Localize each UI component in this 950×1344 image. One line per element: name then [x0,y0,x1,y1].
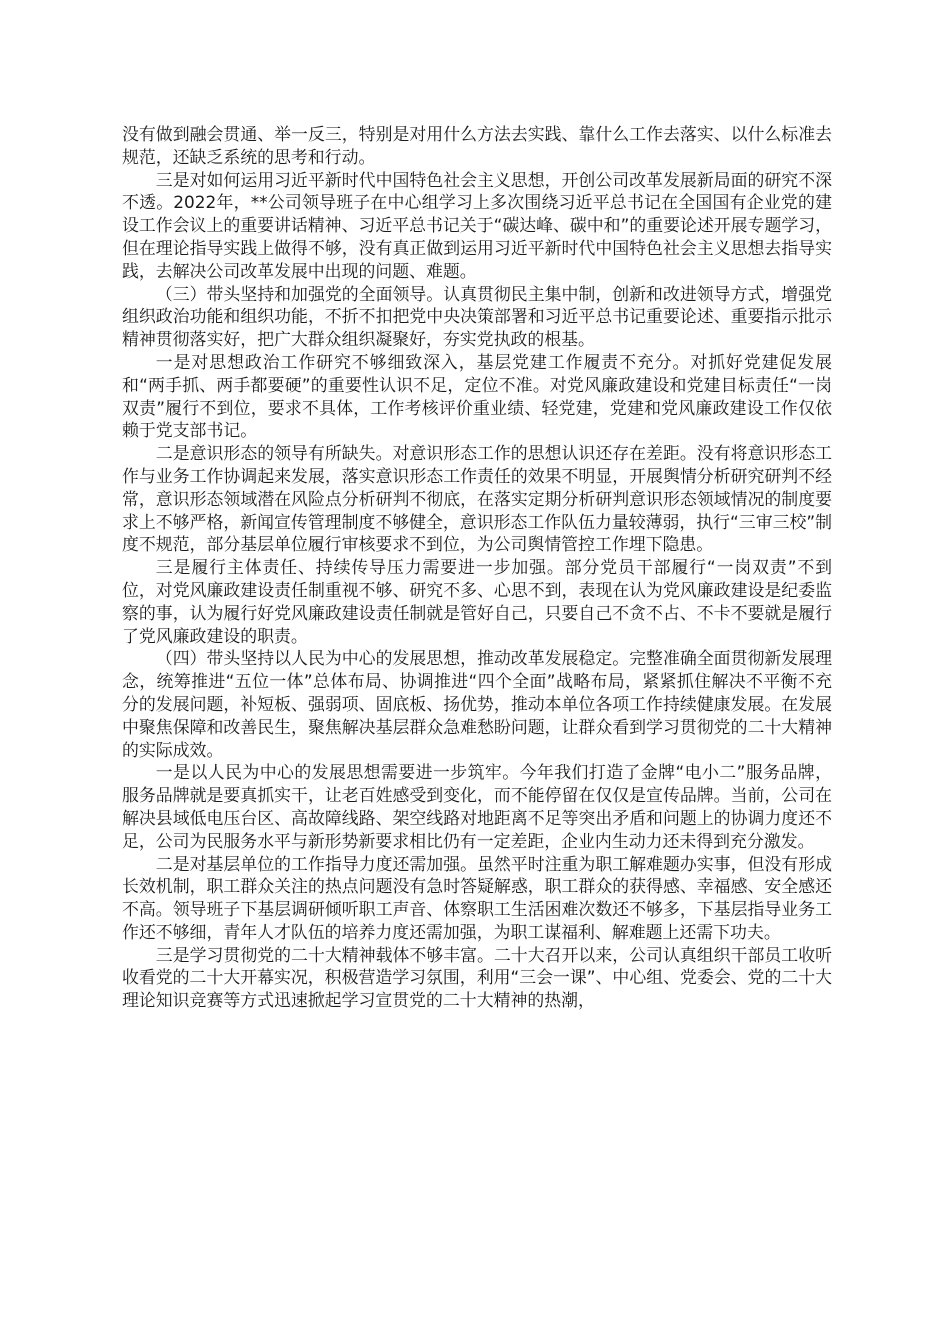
paragraph: 二是对基层单位的工作指导力度还需加强。虽然平时注重为职工解难题办实事，但没有形成长效机制，职工群众关注的热点问题没有急时答疑解惑，职工群众的获得感、幸福感、安全感还不高。领导班子下基层调研倾听职工声音、体察职工生活困难次数还不够多，下基层指导业务工作还不够细，青年人才队伍的培养力度还需加强，为职工谋福利、解难题上还需下功夫。 [122,853,832,942]
paragraph: 一是对思想政治工作研究不够细致深入，基层党建工作履责不充分。对抓好党建促发展和“两手抓、两手都要硬”的重要性认识不足，定位不准。对党风廉政建设和党建目标责任“一岗双责”履行不到位，要求不具体，工作考核评价重业绩、轻党建，党建和党风廉政建设工作仅依赖于党支部书记。 [122,351,832,441]
section-heading-4: （四）带头坚持以人民为中心的发展思想，推动改革发展稳定。完整准确全面贯彻新发展理念，统筹推进“五位一体”总体布局、协调推进“四个全面”战略布局，紧紧抓住解决不平衡不充分的发展问题，补短板、强弱项、固底板、扬优势，推动本单位各项工作持续健康发展。在发展中聚焦保障和改善民生，聚焦解决基层群众急难愁盼问题，让群众看到学习贯彻党的二十大精神的实际成效。 [122,648,832,760]
paragraph: 一是以人民为中心的发展思想需要进一步筑牢。今年我们打造了金牌“电小二”服务品牌，服务品牌就是要真抓实干，让老百姓感受到变化，而不能停留在仅仅是宣传品牌。当前，公司在解决县域低电压台区、高故障线路、架空线路对地距离不足等突出矛盾和问题上的协调力度还不足，公司为民服务水平与新形势新要求相比仍有一定差距，企业内生动力还未得到充分激发。 [122,762,832,851]
paragraph: 三是对如何运用习近平新时代中国特色社会主义思想，开创公司改革发展新局面的研究不深不透。2022年，**公司领导班子在中心组学习上多次围绕习近平总书记在全国国有企业党的建设工作会议上的重要讲话精神、习近平总书记关于“碳达峰、碳中和”的重要论述开展专题学习，但在理论指导实践上做得不够，没有真正做到运用习近平新时代中国特色社会主义思想去指导实践，去解决公司改革发展中出现的问题、难题。 [122,169,833,281]
document-body [122,123,832,1012]
paragraph-continuation: 没有做到融会贯通、举一反三，特别是对用什么方法去实践、靠什么工作去落实、以什么标准去规范，还缺乏系统的思考和行动。 [122,124,832,167]
paragraph: 三是学习贯彻党的二十大精神载体不够丰富。二十大召开以来，公司认真组织干部员工收听收看党的二十大开幕实况，积极营造学习氛围，利用“三会一课”、中心组、党委会、党的二十大理论知识竞赛等方式迅速掀起学习宣贯党的二十大精神的热潮， [122,944,833,1011]
paragraph: 三是履行主体责任、持续传导压力需要进一步加强。部分党员干部履行“一岗双责”不到位，对党风廉政建设责任制重视不够、研究不多、心思不到，表现在认为党风廉政建设是纪委监察的事，认为履行好党风廉政建设责任制就是管好自己，只要自己不贪不占、不卡不要就是履行了党风廉政建设的职责。 [122,557,832,646]
paragraph: 二是意识形态的领导有所缺失。对意识形态工作的思想认识还存在差距。没有将意识形态工作与业务工作协调起来发展，落实意识形态工作责任的效果不明显，开展舆情分析研究研判不经常，意识形态领域潜在风险点分析研判不彻底，在落实定期分析研判意识形态领域情况的制度要求上不够严格，新闻宣传管理制度不够健全，意识形态工作队伍力量较薄弱，执行“三审三校”制度不规范，部分基层单位履行审核要求不到位，为公司舆情管控工作埋下隐患。 [122,443,833,555]
section-heading-3: （三）带头坚持和加强党的全面领导。认真贯彻民主集中制，创新和改进领导方式，增强党组织政治功能和组织功能，不折不扣把党中央决策部署和习近平总书记重要论述、重要指示批示精神贯彻落实好，把广大群众组织凝聚好，夯实党执政的根基。 [122,283,832,350]
